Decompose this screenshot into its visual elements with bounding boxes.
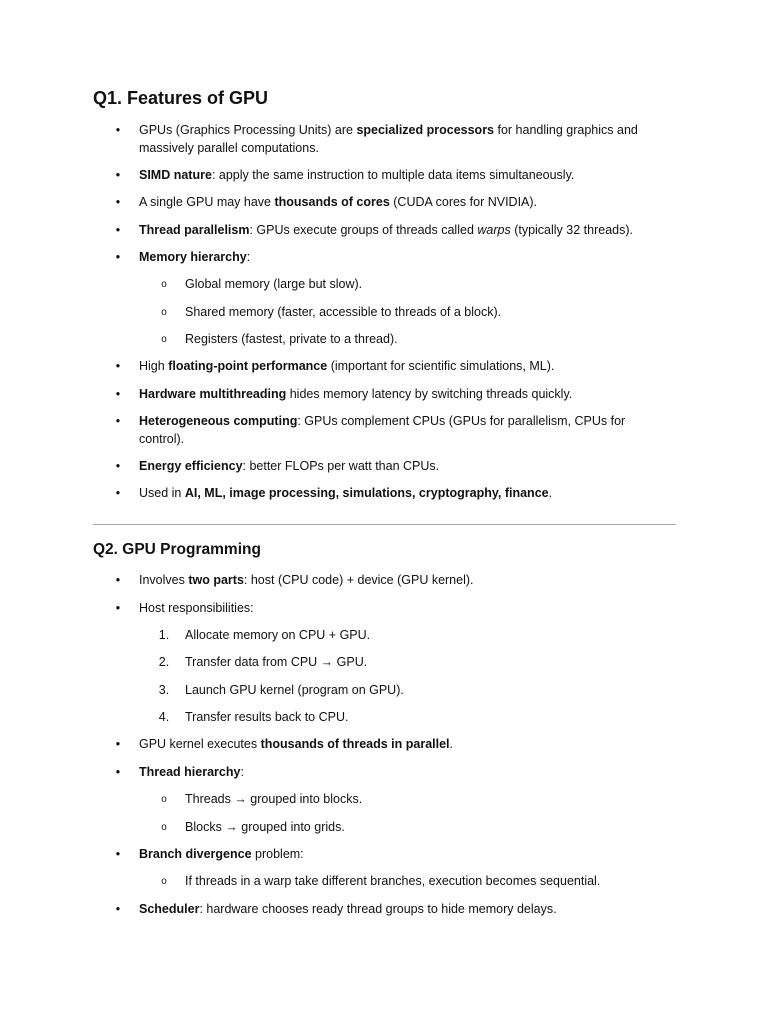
q2-step-4: 4. Transfer results back to CPU. [185,709,665,727]
q2-item-branch-divergence: • Branch divergence problem: [139,846,659,864]
circle-bullet-icon: o [161,794,167,805]
q2-step-1: 1. Allocate memory on CPU + GPU. [185,627,665,645]
q2-item-two-parts: • Involves two parts: host (CPU code) + device (GPU kernel). [139,572,659,590]
bullet-icon: • [115,223,121,237]
q1-subitem-shared-memory: o Shared memory (faster, accessible to threads of a block). [185,304,665,322]
bullet-icon: • [115,414,121,428]
q1-item-memory-hierarchy: • Memory hierarchy: [139,249,659,267]
q1-subitem-registers: o Registers (fastest, private to a thread). [185,331,665,349]
step-number: 2. [158,655,170,669]
bullet-icon: • [115,486,121,500]
q2-step-3: 3. Launch GPU kernel (program on GPU). [185,682,665,700]
q1-item-hardware-multithreading: • Hardware multithreading hides memory latency by switching threads quickly. [139,386,659,404]
q2-item-host-responsibilities: • Host responsibilities: [139,600,659,618]
bullet-icon: • [115,359,121,373]
bullet-icon: • [115,902,121,916]
bullet-icon: • [115,123,121,137]
q2-item-scheduler: • Scheduler: hardware chooses ready thread groups to hide memory delays. [139,901,659,919]
step-number: 3. [158,683,170,697]
q2-subitem-threads: o Threads → grouped into blocks. [185,791,665,809]
circle-bullet-icon: o [161,822,167,833]
bullet-icon: • [115,195,121,209]
q1-item-thread-parallelism: • Thread parallelism: GPUs execute groups of threads called warps (typically 32 threads). [139,222,659,240]
q1-item-simd: • SIMD nature: apply the same instruction to multiple data items simultaneously. [139,167,659,185]
step-number: 4. [158,710,170,724]
bullet-icon: • [115,250,121,264]
circle-bullet-icon: o [161,279,167,290]
bullet-icon: • [115,847,121,861]
q1-heading: Q1. Features of GPU [93,88,269,108]
q2-item-kernel-executes: • GPU kernel executes thousands of threads in parallel. [139,736,659,754]
q1-item-heterogeneous: • Heterogeneous computing: GPUs complement CPUs (GPUs for parallelism, CPUs for control). [139,413,659,448]
q1-item-energy-efficiency: • Energy efficiency: better FLOPs per watt than CPUs. [139,458,659,476]
q1-item-floating-point: • High floating-point performance (important for scientific simulations, ML). [139,358,659,376]
bullet-icon: • [115,601,121,615]
q1-item-used-in: • Used in AI, ML, image processing, simulations, cryptography, finance. [139,485,659,503]
q1-subitem-global-memory: o Global memory (large but slow). [185,276,665,294]
bullet-icon: • [115,737,121,751]
step-number: 1. [158,628,170,642]
circle-bullet-icon: o [161,876,167,887]
bullet-icon: • [115,168,121,182]
circle-bullet-icon: o [161,334,167,345]
bullet-icon: • [115,573,121,587]
bullet-icon: • [115,765,121,779]
q2-item-thread-hierarchy: • Thread hierarchy: [139,764,659,782]
circle-bullet-icon: o [161,307,167,318]
q1-item-gpus: • GPUs (Graphics Processing Units) are specialized processors for handling graphics and massively parallel computations. [139,122,659,157]
q1-item-cores: • A single GPU may have thousands of cores (CUDA cores for NVIDIA). [139,194,659,212]
bullet-icon: • [115,387,121,401]
q2-subitem-blocks: o Blocks → grouped into grids. [185,819,665,837]
q2-subitem-warp-branches: o If threads in a warp take different branches, execution becomes sequential. [185,873,665,891]
q2-step-2: 2. Transfer data from CPU → GPU. [185,654,665,672]
section-divider [93,524,676,525]
q2-heading: Q2. GPU Programming [93,541,261,558]
bullet-icon: • [115,459,121,473]
